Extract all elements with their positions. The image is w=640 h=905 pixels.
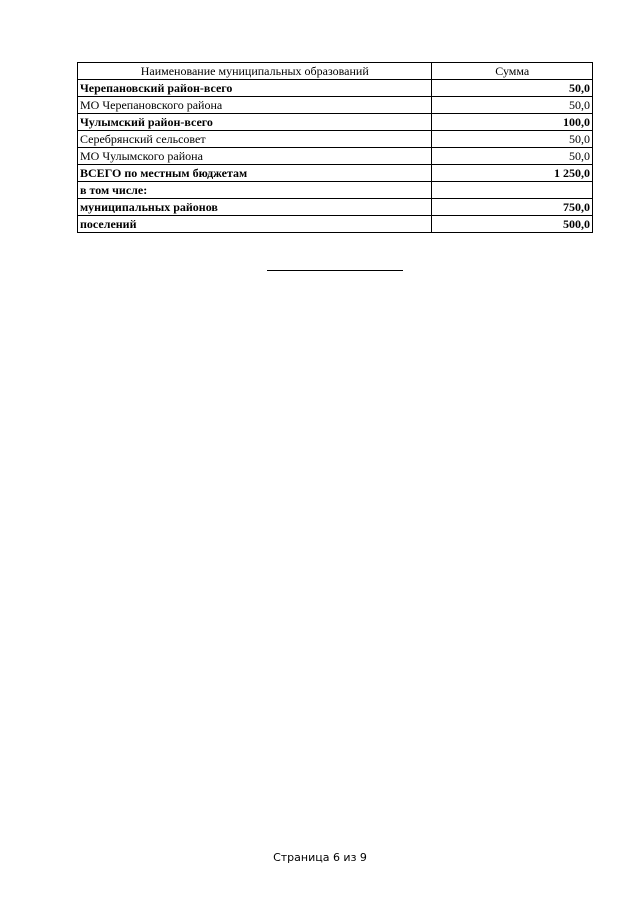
table-row	[78, 97, 593, 114]
table-header-row	[78, 63, 593, 80]
table-row	[78, 216, 593, 233]
row-name: в том числе:	[78, 182, 432, 199]
row-name: ВСЕГО по местным бюджетам	[78, 165, 432, 182]
row-sum: 50,0	[432, 80, 593, 97]
row-name: поселений	[78, 216, 432, 233]
row-name: муниципальных районов	[78, 199, 432, 216]
row-sum: 750,0	[432, 199, 593, 216]
row-sum: 50,0	[432, 131, 593, 148]
page-number-footer: Страница 6 из 9	[273, 851, 367, 864]
section-divider-line	[267, 270, 403, 271]
row-name: Черепановский район-всего	[78, 80, 432, 97]
budget-allocation-table	[77, 62, 593, 233]
table-row	[78, 80, 593, 97]
table-row	[78, 165, 593, 182]
row-sum: 500,0	[432, 216, 593, 233]
row-name: МО Черепановского района	[78, 97, 432, 114]
table-row	[78, 182, 593, 199]
header-municipality-name: Наименование муниципальных образований	[78, 63, 432, 80]
table-row	[78, 131, 593, 148]
row-name: МО Чулымского района	[78, 148, 432, 165]
header-sum: Сумма	[432, 63, 593, 80]
row-sum	[432, 182, 593, 199]
table-row	[78, 148, 593, 165]
row-name: Серебрянский сельсовет	[78, 131, 432, 148]
table-row	[78, 114, 593, 131]
row-name: Чулымский район-всего	[78, 114, 432, 131]
table-row	[78, 199, 593, 216]
row-sum: 1 250,0	[432, 165, 593, 182]
row-sum: 50,0	[432, 97, 593, 114]
row-sum: 100,0	[432, 114, 593, 131]
row-sum: 50,0	[432, 148, 593, 165]
